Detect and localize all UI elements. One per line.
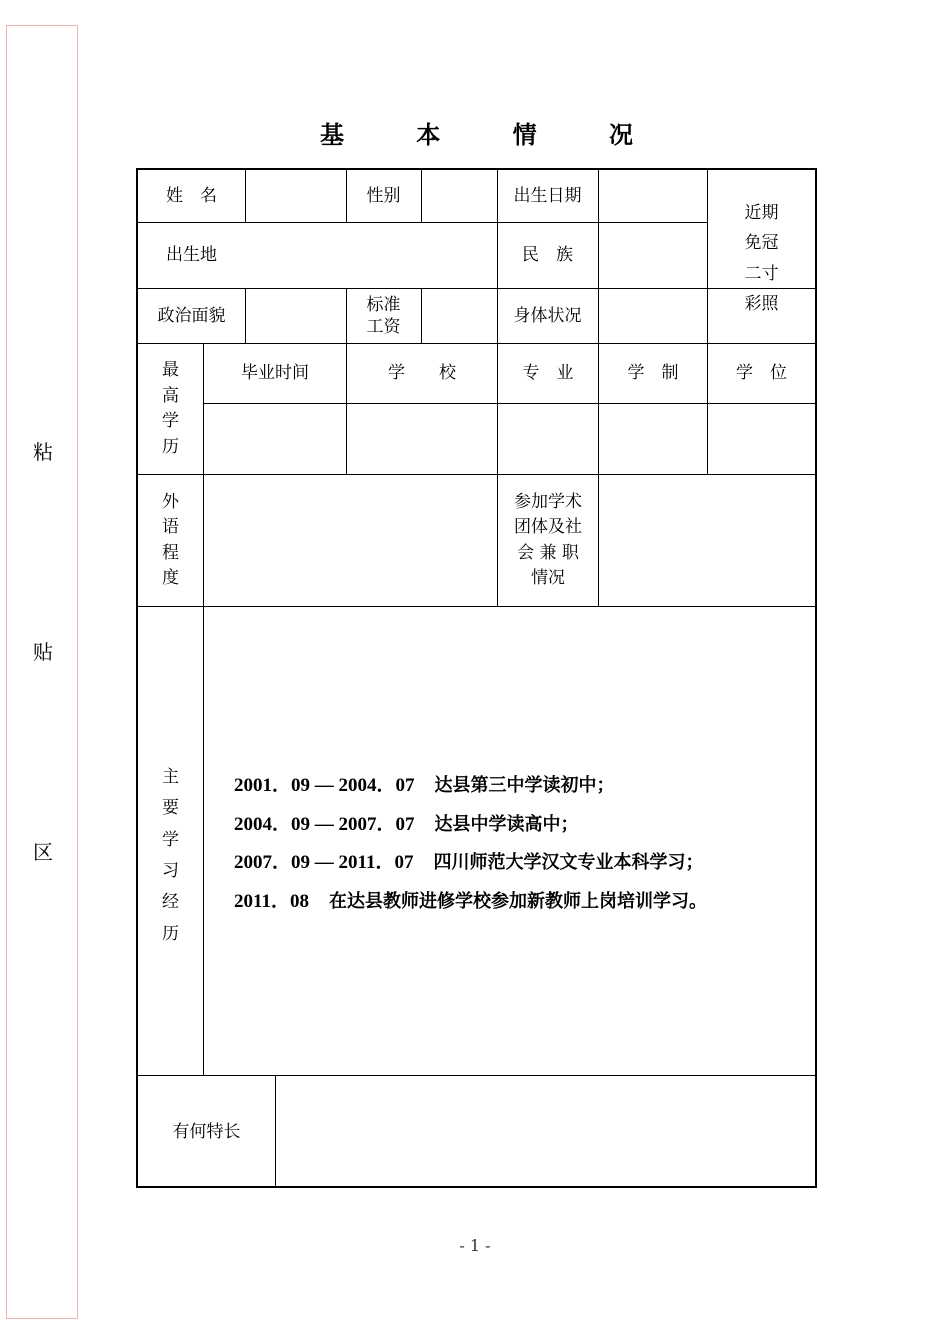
label-duration: 学 制 [627, 363, 679, 384]
study-history-item [234, 770, 794, 809]
study-date: 2011．08 [234, 890, 309, 912]
field-degree[interactable] [708, 404, 815, 474]
field-gender[interactable] [422, 170, 497, 222]
study-desc: 达县中学读高中； [434, 813, 579, 835]
page-title: 基 本 情 况 [319, 121, 666, 149]
label-gender: 性别 [366, 185, 401, 206]
field-foreign-lang[interactable] [204, 475, 497, 606]
study-desc: 四川师范大学汉文专业本科学习； [433, 852, 704, 873]
field-major[interactable] [498, 404, 598, 474]
field-school[interactable] [347, 404, 497, 474]
label-birthplace: 出生地 [166, 245, 217, 266]
label-birth-date: 出生日期 [513, 185, 582, 206]
field-political[interactable] [246, 289, 346, 343]
page-number: - 1 - [459, 1236, 491, 1255]
label-degree: 学 位 [736, 363, 787, 384]
photo-placeholder[interactable]: 近期 免冠 二寸 彩照 [744, 203, 779, 314]
label-highest-edu: 最 高 学 历 [162, 360, 179, 457]
field-birthplace[interactable] [246, 223, 497, 288]
field-birth-date[interactable] [599, 170, 707, 222]
study-date: 2004．09 — 2007．07 [234, 813, 415, 835]
label-academic: 参加学术 团体及社 会 兼 职 情况 [514, 491, 582, 588]
paste-char-2: 贴 [33, 640, 53, 664]
study-history-item [234, 886, 794, 925]
study-history-item [234, 847, 794, 886]
label-ethnicity: 民 族 [522, 245, 573, 266]
study-history-list [234, 770, 794, 924]
info-form [136, 168, 817, 1188]
study-desc: 达县第三中学读初中； [434, 775, 615, 796]
field-ethnicity[interactable] [599, 223, 707, 288]
study-date: 2001．09 — 2004．07 [234, 775, 415, 796]
field-academic[interactable] [599, 475, 815, 606]
field-salary[interactable] [422, 289, 497, 343]
study-date: 2007．09 — 2011．07 [234, 852, 414, 873]
study-desc: 在达县教师进修学校参加新教师上岗培训学习。 [328, 890, 707, 912]
label-study-history: 主 要 学 习 经 历 [162, 766, 179, 944]
field-specialty[interactable] [276, 1076, 815, 1188]
field-duration[interactable] [599, 404, 707, 474]
field-name[interactable] [246, 170, 346, 222]
paste-area [6, 25, 78, 1319]
label-foreign-lang: 外 语 程 度 [162, 491, 179, 588]
field-health[interactable] [599, 289, 707, 343]
label-political: 政治面貌 [157, 305, 226, 326]
paste-char-3: 区 [33, 840, 53, 864]
label-specialty: 有何特长 [172, 1121, 241, 1142]
label-name: 姓 名 [166, 185, 217, 206]
label-salary: 标准 工资 [366, 294, 401, 337]
label-health: 身体状况 [513, 305, 582, 326]
label-grad-time: 毕业时间 [241, 363, 309, 384]
label-major: 专 业 [522, 363, 574, 384]
label-school: 学 校 [388, 363, 456, 384]
study-history-item [234, 809, 794, 848]
paste-char-1: 粘 [33, 440, 53, 464]
field-grad-time[interactable] [204, 404, 346, 474]
